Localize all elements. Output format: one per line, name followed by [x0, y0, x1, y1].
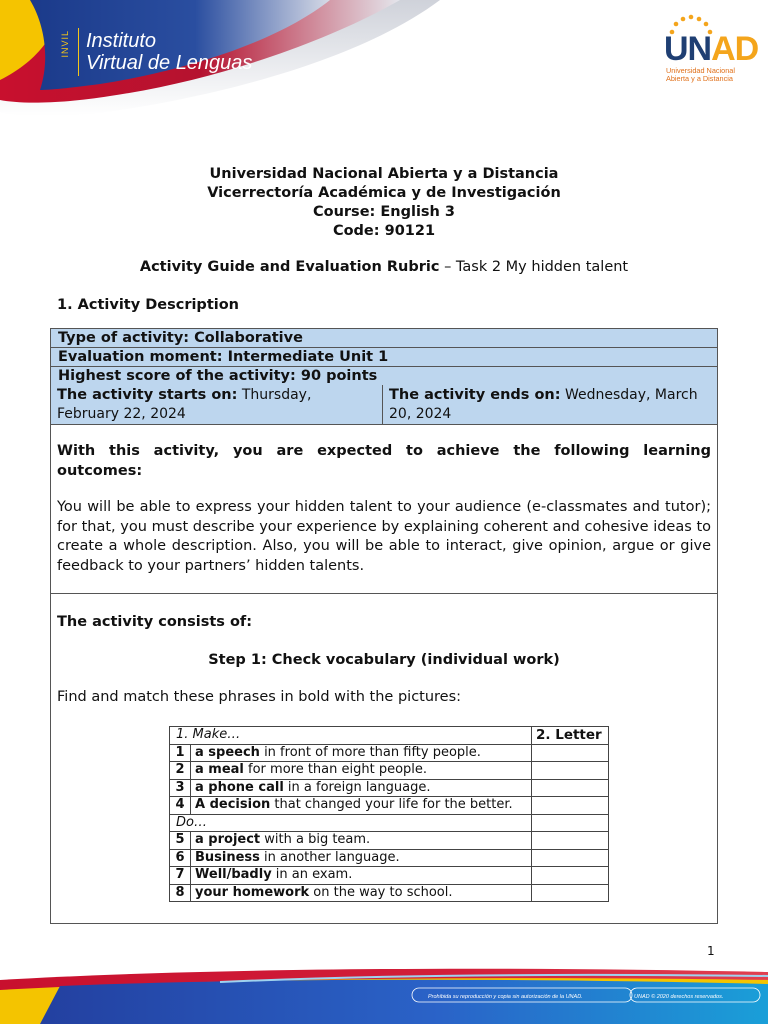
row-number: 4	[170, 797, 191, 815]
table-row	[170, 867, 609, 885]
unad-subtitle: Universidad Nacional Abierta y a Distancia	[666, 66, 735, 83]
letter-answer-cell[interactable]	[532, 884, 609, 902]
activity-type-row: Type of activity: Collaborative	[51, 329, 717, 348]
col-make-header: 1. Make…	[170, 727, 532, 745]
letter-answer-cell[interactable]	[532, 779, 609, 797]
col-letter-header: 2. Letter	[532, 727, 609, 745]
institute-line2: Virtual de Lenguas	[86, 52, 253, 74]
table-row	[170, 884, 609, 902]
step-1-title: Step 1: Check vocabulary (individual work)	[208, 652, 560, 668]
letter-answer-cell[interactable]	[532, 832, 609, 850]
evaluation-moment-row: Evaluation moment: Intermediate Unit 1	[51, 348, 717, 367]
row-number: 1	[170, 744, 191, 762]
row-phrase: your homework on the way to school.	[191, 884, 532, 902]
logo-divider	[78, 28, 79, 76]
outcomes-body: You will be able to express your hidden talent to your audience (e-classmates and tutor); for that, you must describe your experience by explaining coherent and cohesive ideas to create a whole description. Also, you will be able to interact, give opinion, argue or give feedback to your partners’ hidden talents.	[57, 499, 711, 574]
title-university: Universidad Nacional Abierta y a Distancia	[209, 166, 559, 182]
letter-answer-cell[interactable]	[532, 867, 609, 885]
letter-answer-cell[interactable]	[532, 797, 609, 815]
highest-score-row: Highest score of the activity: 90 points	[51, 367, 717, 386]
letter-blank-cell	[532, 814, 609, 832]
table-row	[170, 832, 609, 850]
table-row	[170, 797, 609, 815]
row-phrase: a phone call in a foreign language.	[191, 779, 532, 797]
row-phrase: a speech in front of more than fifty people.	[191, 744, 532, 762]
institute-logo-text	[86, 30, 252, 74]
table-row	[170, 779, 609, 797]
row-number: 5	[170, 832, 191, 850]
row-phrase: a meal for more than eight people.	[191, 762, 532, 780]
invil-vertical-label: INVIL	[60, 30, 70, 58]
letter-answer-cell[interactable]	[532, 849, 609, 867]
row-phrase: Business in another language.	[191, 849, 532, 867]
row-number: 6	[170, 849, 191, 867]
vocab-header-row	[170, 727, 609, 745]
footer-rights-notice: UNAD © 2020 derechos reservados.	[634, 994, 724, 1000]
unad-wordmark: UNAD	[664, 30, 759, 68]
letter-answer-cell[interactable]	[532, 762, 609, 780]
section-title: 1. Activity Description	[57, 297, 240, 313]
row-number: 3	[170, 779, 191, 797]
unad-logo	[664, 14, 759, 94]
document-subtitle: Activity Guide and Evaluation Rubric – Task 2 My hidden talent	[139, 259, 629, 275]
footer-banner-graphic	[0, 960, 768, 1024]
outcomes-heading: With this activity, you are expected to achieve the following learning outcomes:	[57, 443, 711, 479]
page-footer	[0, 960, 768, 1024]
footer-copy-notice: Prohibida su reproducción y copia sin autorización de la UNAD.	[428, 994, 583, 1000]
row-phrase: A decision that changed your life for the better.	[191, 797, 532, 815]
vocab-instruction: Find and match these phrases in bold with the pictures:	[57, 689, 462, 705]
activity-end-cell: The activity ends on: Wednesday, March 20, 2024	[383, 385, 717, 425]
vocab-group-row	[170, 814, 609, 832]
row-number: 8	[170, 884, 191, 902]
vocabulary-table	[169, 726, 609, 902]
col-do-header: Do…	[170, 814, 532, 832]
page-number: 1	[707, 944, 715, 958]
row-phrase: Well/badly in an exam.	[191, 867, 532, 885]
consists-heading: The activity consists of:	[57, 614, 253, 630]
table-row	[170, 849, 609, 867]
title-vice-rectorate: Vicerrectoría Académica y de Investigación	[207, 185, 561, 201]
section-divider	[50, 593, 718, 594]
table-row	[170, 744, 609, 762]
table-row	[170, 762, 609, 780]
letter-answer-cell[interactable]	[532, 744, 609, 762]
page-header	[0, 0, 768, 140]
row-number: 7	[170, 867, 191, 885]
title-course: Course: English 3	[312, 204, 456, 220]
row-number: 2	[170, 762, 191, 780]
institute-line1: Instituto	[86, 30, 157, 52]
activity-start-cell: The activity starts on: Thursday, February 22, 2024	[51, 385, 382, 425]
row-phrase: a project with a big team.	[191, 832, 532, 850]
title-code: Code: 90121	[332, 223, 436, 239]
